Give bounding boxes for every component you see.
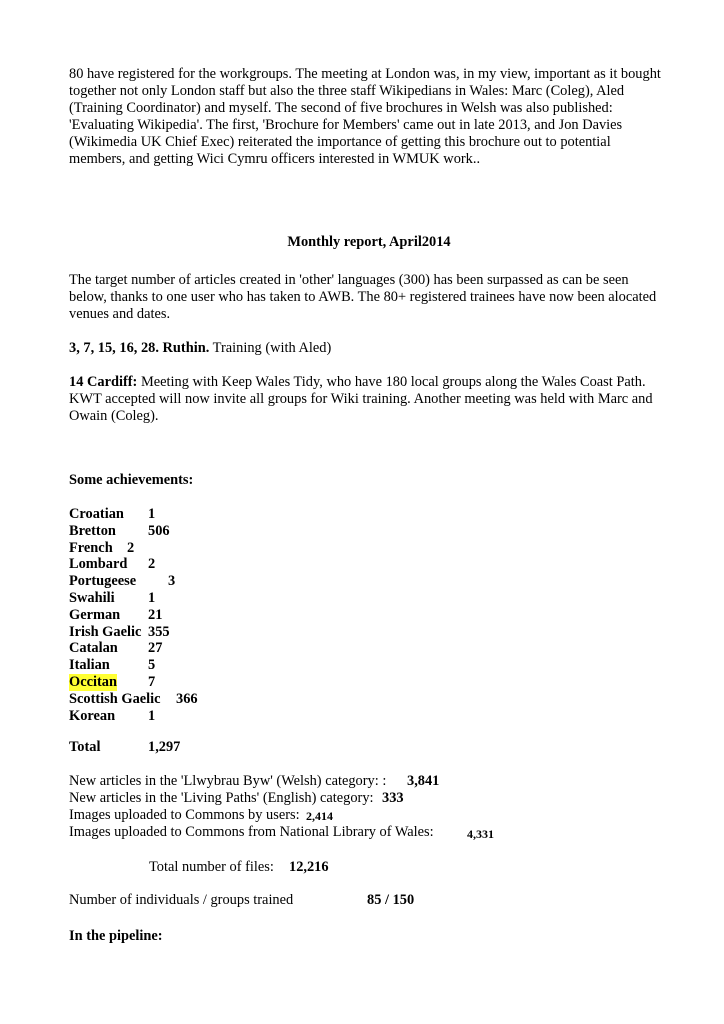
- stat-total-files: [69, 859, 669, 876]
- list-item: [69, 607, 369, 624]
- stat-label: New articles in the 'Living Paths' (English) category:: [69, 790, 374, 806]
- list-item: [69, 691, 369, 708]
- list-item: [69, 657, 369, 674]
- language-count: 1: [148, 506, 156, 522]
- language-name: Korean: [69, 707, 116, 724]
- language-name: Lombard: [69, 556, 128, 573]
- event-cardiff-text: Meeting with Keep Wales Tidy, who have 180 local groups along the Wales Coast Path. KWT accepted will now invite all groups for Wiki training. Another meeting was held with Marc and Owain (Coleg).: [69, 374, 653, 424]
- stat-value: 4,331: [467, 827, 494, 841]
- event-ruthin-dates: 3, 7, 15, 16, 28. Ruthin.: [69, 340, 210, 356]
- summary-paragraph: The target number of articles created in 'other' languages (300) has been surpassed as can be seen below, thanks to one user who has taken to AWB. The 80+ registered trainees have now been alocated venues and dates.: [69, 272, 657, 322]
- language-count: 27: [148, 640, 163, 657]
- stat-value: 333: [382, 790, 404, 806]
- language-count: 2: [127, 539, 135, 556]
- language-name: Swahili: [69, 589, 115, 606]
- total-value: 1,297: [148, 739, 181, 755]
- language-count: 21: [148, 606, 163, 623]
- list-item: [69, 640, 369, 657]
- language-count: 7: [148, 673, 156, 690]
- list-item: [69, 523, 369, 540]
- stat-label: Number of individuals / groups trained: [69, 892, 294, 908]
- language-name: German: [69, 606, 121, 623]
- stat-label: Images uploaded to Commons by users:: [69, 807, 300, 823]
- stat-individuals-trained: [69, 892, 669, 909]
- stat-label: New articles in the 'Llwybrau Byw' (Welsh) category: :: [69, 773, 387, 789]
- event-cardiff-dates: 14 Cardiff:: [69, 374, 138, 390]
- list-item: [69, 708, 369, 725]
- language-count: 5: [148, 657, 156, 674]
- event-cardiff: [69, 374, 669, 425]
- stat-label: Total number of files:: [149, 859, 274, 875]
- event-ruthin: [69, 340, 669, 357]
- language-name: Italian: [69, 657, 110, 674]
- stat-commons-users: [69, 807, 669, 824]
- language-count: 2: [148, 556, 156, 573]
- language-count: 506: [148, 522, 170, 539]
- stat-value: 3,841: [407, 773, 440, 789]
- list-item: [69, 556, 369, 573]
- list-item: [69, 674, 369, 691]
- stat-english-articles: [69, 790, 669, 807]
- language-name: French: [69, 539, 113, 556]
- stat-value: 85 / 150: [367, 892, 415, 908]
- list-item: [69, 624, 369, 641]
- stat-label: Images uploaded to Commons from National Library of Wales:: [69, 824, 434, 840]
- event-ruthin-text: Training (with Aled): [209, 340, 332, 356]
- language-name: Bretton: [69, 522, 116, 539]
- stat-nlw-images: [69, 824, 669, 841]
- language-count: 366: [176, 690, 198, 707]
- language-name: Portugeese: [69, 573, 137, 590]
- language-count: 3: [168, 573, 176, 590]
- language-name-highlighted: Occitan: [69, 673, 117, 690]
- total-row: [69, 739, 369, 756]
- language-name: Catalan: [69, 640, 118, 657]
- report-title: Monthly report, April2014: [287, 234, 451, 250]
- pipeline-heading: In the pipeline:: [69, 928, 163, 944]
- stat-welsh-articles: [69, 773, 669, 790]
- list-item: [69, 506, 369, 523]
- list-item: [69, 573, 369, 590]
- total-label: Total: [69, 739, 101, 755]
- stat-value: 12,216: [289, 859, 329, 875]
- language-name: Scottish Gaelic: [69, 690, 161, 707]
- language-count: 1: [148, 707, 156, 724]
- stats-block: [69, 773, 669, 841]
- language-count: 355: [148, 623, 170, 640]
- language-list: [69, 506, 369, 724]
- language-count: 1: [148, 589, 156, 606]
- language-name: Irish Gaelic: [69, 623, 142, 640]
- stat-value: 2,414: [306, 809, 333, 823]
- language-name: Croatian: [69, 506, 124, 522]
- list-item: [69, 590, 369, 607]
- achievements-heading: Some achievements:: [69, 472, 194, 488]
- intro-paragraph: 80 have registered for the workgroups. The meeting at London was, in my view, important as it bought together not only London staff but also the three staff Wikipedians in Wales: Marc (Coleg), Aled (Training Coordinator) and myself. The second of five brochures in Welsh was also published: 'Evaluating Wikipedia'. The first, 'Brochure for Members' came out in late 2013, and Jon Davies (Wikimedia UK Chief Exec) reiterated the importance of getting this brochure out to potential members, and getting Wici Cymru officers interested in WMUK work..: [69, 66, 661, 167]
- list-item: [69, 540, 369, 557]
